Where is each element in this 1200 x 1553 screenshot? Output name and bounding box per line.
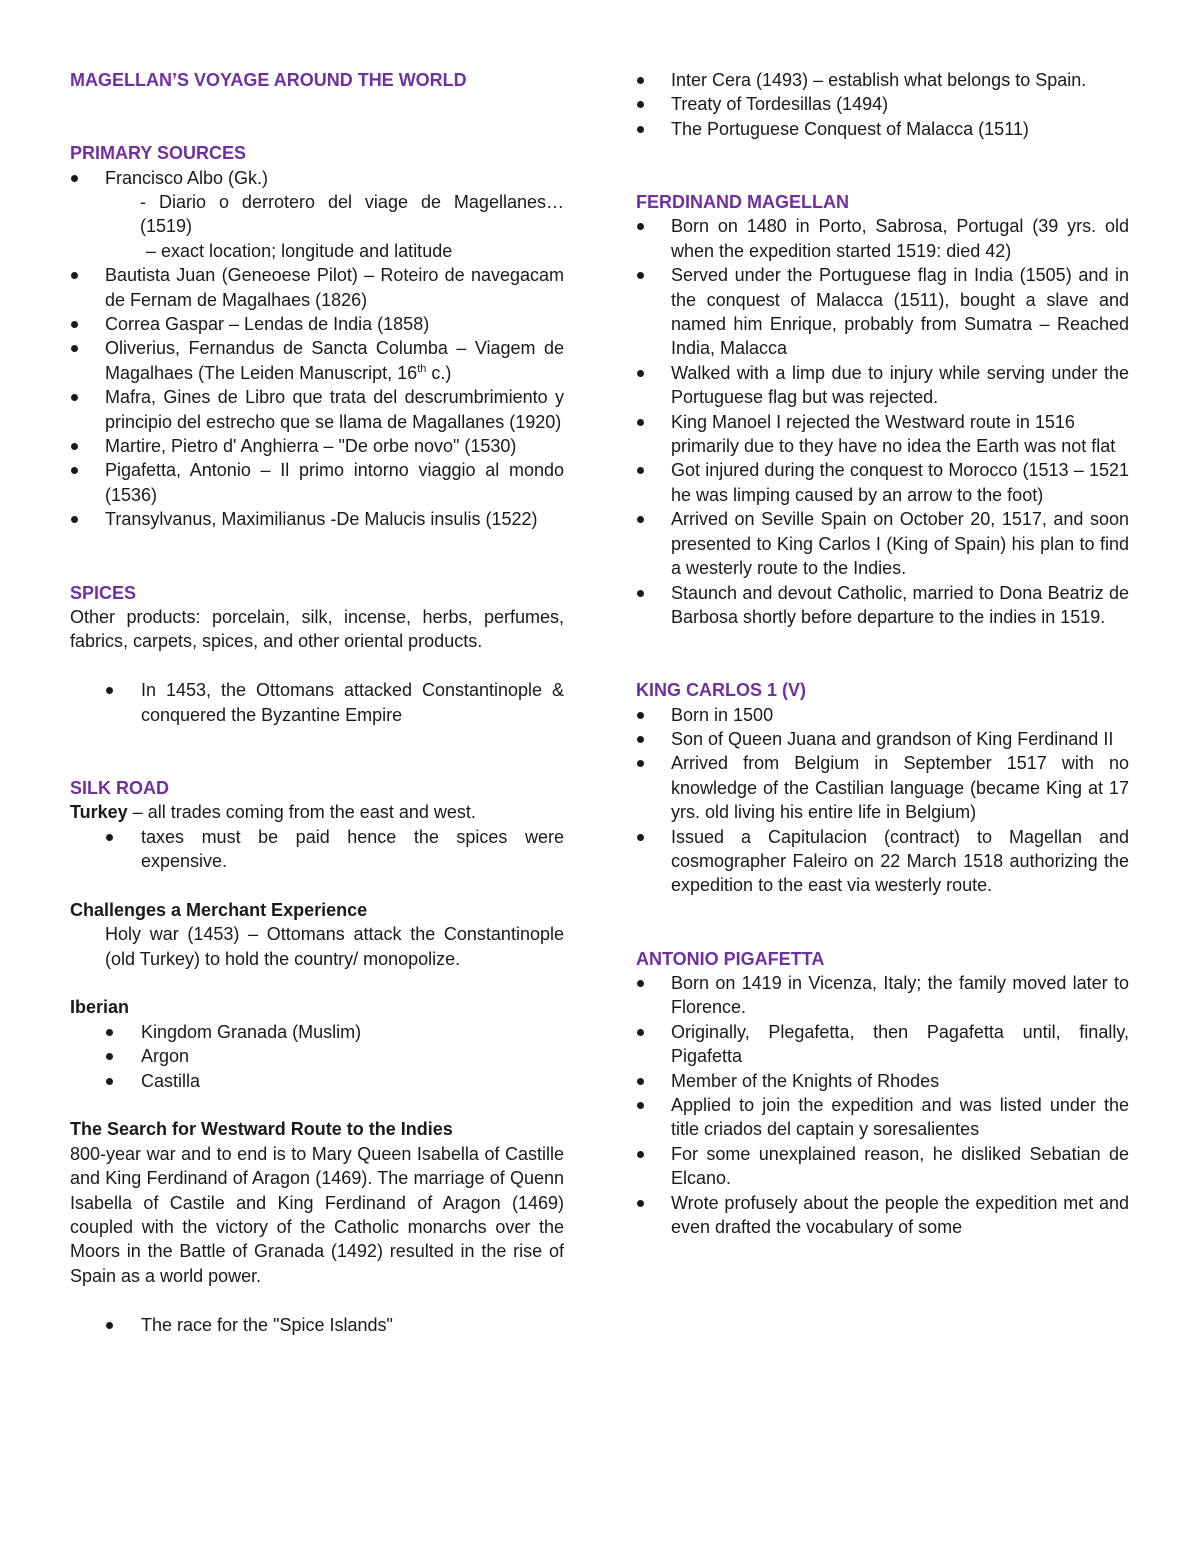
list-item: Staunch and devout Catholic, married to Dona Beatriz de Barbosa shortly before departure to the indies in 1519. [636,581,1129,630]
list-item: Member of the Knights of Rhodes [636,1069,1129,1093]
bullet-icon [71,175,78,182]
list-item: Got injured during the conquest to Morocco (1513 – 1521 he was limping caused by an arrow to the foot) [636,458,1129,507]
bullet-icon [637,590,644,597]
right-column [636,68,1129,1239]
list-item: In 1453, the Ottomans attacked Constantinople & conquered the Byzantine Empire [70,678,564,727]
bullet-icon [71,516,78,523]
bullet-icon [106,834,113,841]
list-item: Oliverius, Fernandus de Sancta Columba – Viagem de Magalhaes (The Leiden Manuscript, 16th c.) [70,336,564,385]
bullet-icon [637,712,644,719]
bullet-icon [637,467,644,474]
list-item: Castilla [70,1069,564,1093]
bullet-icon [637,1078,644,1085]
list-item: Wrote profusely about the people the expedition met and even drafted the vocabulary of some [636,1191,1129,1240]
spices-heading: SPICES [70,582,137,603]
search-text: 800-year war and to end is to Mary Queen Isabella of Castille and King Ferdinand of Aragon (1469). The marriage of Quenn Isabella of Castile and King Ferdinand of Aragon (1469) coupled with the victory of the Catholic monarchs over the Moors in the Battle of Granada (1492) resulted in the rise of Spain as a world power. [70,1143,564,1286]
bullet-icon [71,345,78,352]
list-item: Born on 1480 in Porto, Sabrosa, Portugal (39 yrs. old when the expedition started 1519: died 42) [636,214,1129,263]
list-item: The race for the "Spice Islands" [70,1313,564,1337]
bullet-icon [106,687,113,694]
challenges-heading: Challenges a Merchant Experience [70,899,368,920]
bullet-icon [106,1078,113,1085]
list-item: Pigafetta, Antonio – Il primo intorno viaggio al mondo (1536) [70,458,564,507]
list-item: Bautista Juan (Geneoese Pilot) – Roteiro de navegacam de Fernam de Magalhaes (1826) [70,263,564,312]
list-item: Inter Cera (1493) – establish what belongs to Spain. [636,68,1129,92]
list-item: Born in 1500 [636,703,1129,727]
list-item: For some unexplained reason, he disliked Sebatian de Elcano. [636,1142,1129,1191]
list-item: Transylvanus, Maximilianus -De Malucis insulis (1522) [70,507,564,531]
bullet-icon [637,1102,644,1109]
list-item: taxes must be paid hence the spices were expensive. [70,825,564,874]
list-item: Correa Gaspar – Lendas de India (1858) [70,312,564,336]
superscript: th [417,362,427,375]
treaties-list [636,68,1129,141]
left-column [70,68,564,1337]
iberian-list [70,1020,564,1093]
turkey-line: Turkey – all trades coming from the east and west. [70,802,476,823]
albo-note: – exact location; longitude and latitude [146,240,453,261]
list-item: King Manoel I rejected the Westward route in 1516 primarily due to they have no idea the Earth was not flat [636,410,1129,459]
list-item: Kingdom Granada (Muslim) [70,1020,564,1044]
list-item: Issued a Capitulacion (contract) to Magellan and cosmographer Faleiro on 22 March 1518 authorizing the expedition to the east via westerly route. [636,825,1129,898]
pigafetta-list [636,971,1129,1239]
primary-sources-list-cont [70,263,564,531]
list-item: Argon [70,1044,564,1068]
primary-sources-list [70,166,564,190]
primary-sources-heading: PRIMARY SOURCES [70,143,247,164]
bullet-icon [637,736,644,743]
bullet-icon [106,1029,113,1036]
bullet-icon [71,443,78,450]
bullet-icon [71,321,78,328]
list-item: Arrived on Seville Spain on October 20, 1517, and soon presented to King Carlos I (King of Spain) his plan to find a westerly route to the Indies. [636,507,1129,580]
spices-text: Other products: porcelain, silk, incense, herbs, perfumes, fabrics, carpets, spices, and other oriental products. [70,606,564,652]
bullet-icon [637,101,644,108]
bullet-icon [637,834,644,841]
bullet-icon [106,1322,113,1329]
magellan-list [636,214,1129,629]
bullet-icon [637,77,644,84]
list-item: Martire, Pietro d' Anghierra – "De orbe novo" (1530) [70,434,564,458]
list-item: Francisco Albo (Gk.) [70,166,564,190]
list-item: Walked with a limp due to injury while serving under the Portuguese flag but was rejected. [636,361,1129,410]
challenges-text: Holy war (1453) – Ottomans attack the Constantinople (old Turkey) to hold the country/ monopolize. [105,924,564,969]
bullet-icon [637,1029,644,1036]
search-list [70,1313,564,1337]
list-item: Applied to join the expedition and was listed under the title criados del captain y soresalientes [636,1093,1129,1142]
bullet-icon [637,1200,644,1207]
bullet-icon [106,1053,113,1060]
bullet-icon [637,760,644,767]
pigafetta-heading: ANTONIO PIGAFETTA [636,948,825,969]
albo-work: - Diario o derrotero del viage de Magellanes… (1519) [140,192,564,237]
turkey-label: Turkey [70,802,128,823]
list-item: Treaty of Tordesillas (1494) [636,92,1129,116]
silk-road-list [70,825,564,874]
document-title: MAGELLAN’S VOYAGE AROUND THE WORLD [70,70,467,90]
list-item: Mafra, Gines de Libro que trata del descrumbrimiento y principio del estrecho que se llama de Magallanes (1920) [70,385,564,434]
bullet-icon [71,394,78,401]
spices-list [70,678,564,727]
carlos-heading: KING CARLOS 1 (V) [636,680,807,701]
list-item: Born on 1419 in Vicenza, Italy; the family moved later to Florence. [636,971,1129,1020]
bullet-icon [637,419,644,426]
bullet-icon [637,1151,644,1158]
bullet-icon [637,223,644,230]
bullet-icon [637,980,644,987]
list-item: Arrived from Belgium in September 1517 with no knowledge of the Castilian language (became King at 17 yrs. old living his entire life in Belgium) [636,751,1129,824]
bullet-icon [637,126,644,133]
bullet-icon [637,272,644,279]
bullet-icon [637,516,644,523]
bullet-icon [71,272,78,279]
list-item: Son of Queen Juana and grandson of King Ferdinand II [636,727,1129,751]
magellan-heading: FERDINAND MAGELLAN [636,192,849,213]
bullet-icon [637,370,644,377]
silk-road-heading: SILK ROAD [70,777,169,798]
list-item: Served under the Portuguese flag in India (1505) and in the conquest of Malacca (1511), bought a slave and named him Enrique, probably from Sumatra – Reached India, Malacca [636,263,1129,361]
bullet-icon [71,467,78,474]
carlos-list [636,703,1129,898]
iberian-heading: Iberian [70,997,130,1018]
list-item: The Portuguese Conquest of Malacca (1511) [636,117,1129,141]
search-heading: The Search for Westward Route to the Indies [70,1119,453,1140]
list-item: Originally, Plegafetta, then Pagafetta until, finally, Pigafetta [636,1020,1129,1069]
